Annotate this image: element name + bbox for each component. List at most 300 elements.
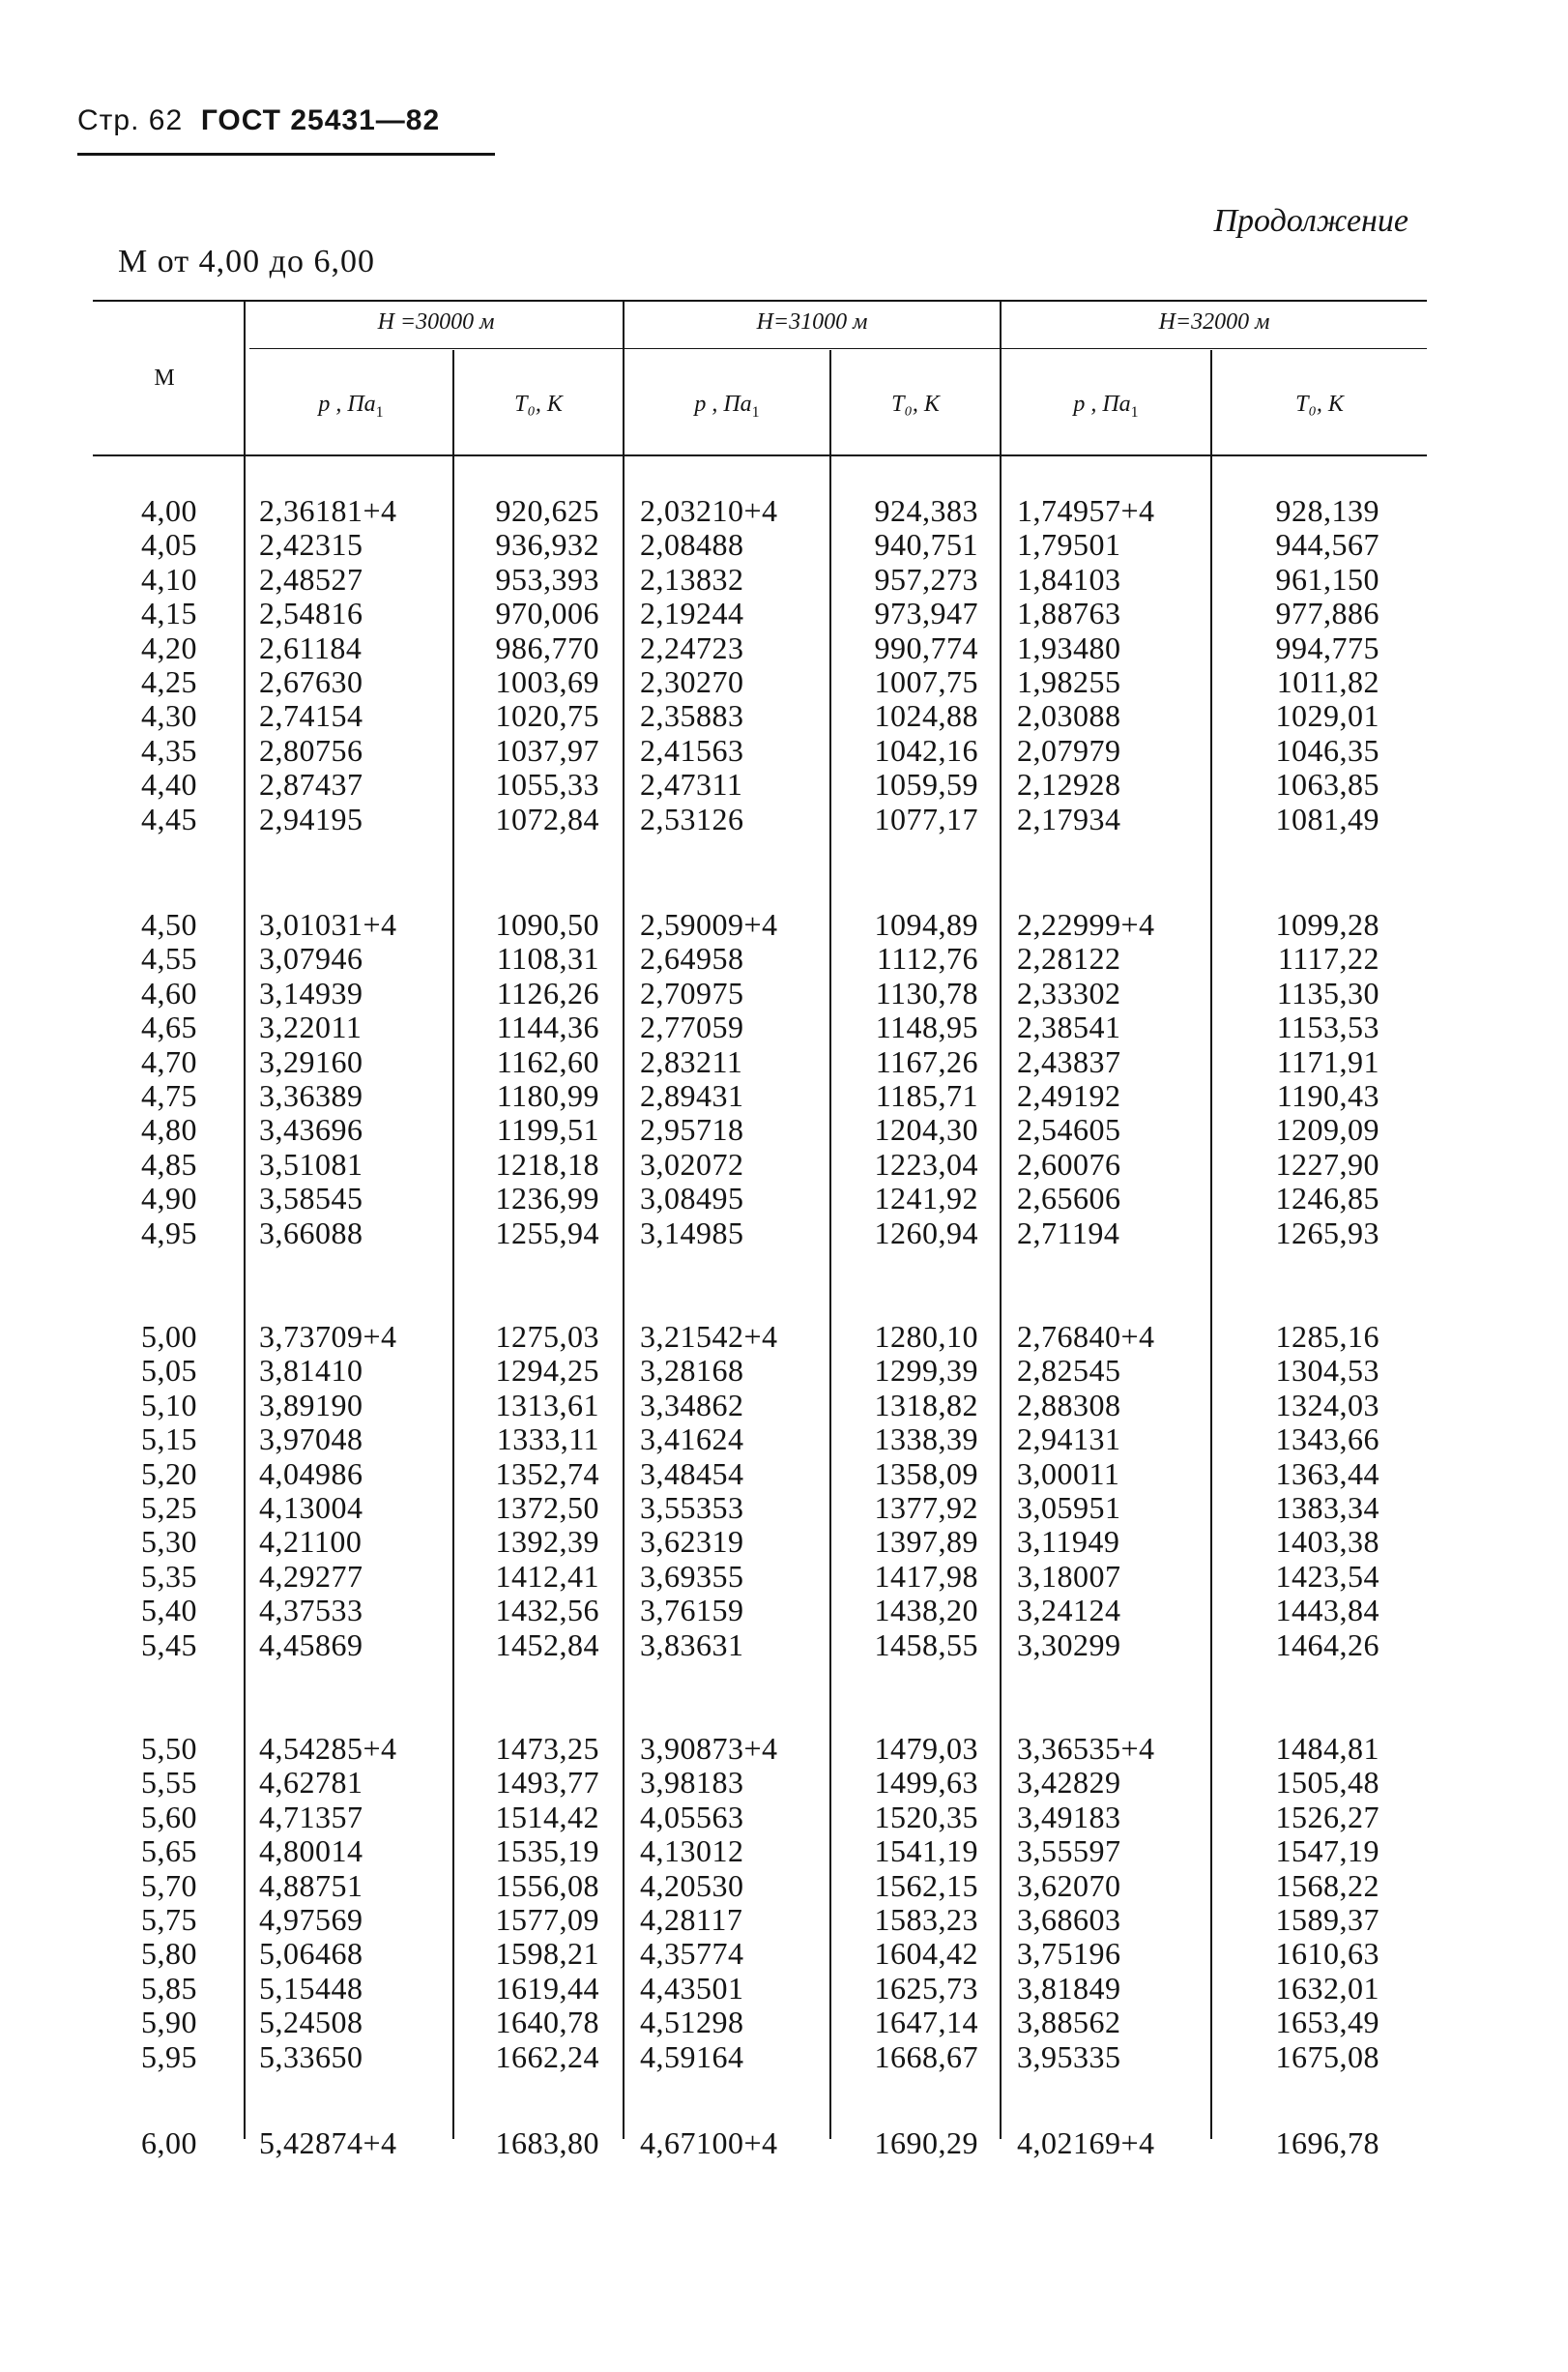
subheader-t-label: T₀, К xyxy=(514,392,563,417)
cell-pressure-31000: 3,14985 xyxy=(640,1215,744,1250)
cell-temperature-30000: 1432,56 xyxy=(495,1593,599,1628)
cell-temperature-32000: 1568,22 xyxy=(1275,1867,1379,1903)
cell-temperature-30000: 1333,11 xyxy=(496,1421,599,1457)
cell-mach: 5,40 xyxy=(141,1593,197,1628)
cell-temperature-31000: 1185,71 xyxy=(875,1078,978,1113)
cell-temperature-32000: 977,886 xyxy=(1275,596,1379,631)
cell-pressure-32000: 2,28122 xyxy=(1017,941,1121,977)
altitude-header-32000 xyxy=(1002,309,1427,336)
cell-temperature-32000: 1171,91 xyxy=(1276,1043,1379,1079)
cell-mach: 5,05 xyxy=(141,1353,197,1389)
cell-pressure-31000: 2,41563 xyxy=(640,732,744,768)
cell-pressure-30000: 2,48527 xyxy=(259,561,363,597)
continuation-label: Продолжение xyxy=(1213,203,1408,239)
cell-temperature-31000: 957,273 xyxy=(874,561,978,597)
cell-temperature-30000: 1392,39 xyxy=(495,1524,599,1560)
cell-pressure-31000: 2,19244 xyxy=(640,596,744,631)
cell-pressure-32000: 2,12928 xyxy=(1017,767,1121,803)
subheader-p-label: p , Па xyxy=(318,392,376,417)
cell-temperature-31000: 940,751 xyxy=(874,527,978,563)
cell-pressure-32000: 1,79501 xyxy=(1017,527,1121,563)
cell-pressure-31000: 2,77059 xyxy=(640,1010,744,1045)
cell-pressure-31000: 3,83631 xyxy=(640,1626,744,1662)
cell-temperature-31000: 1499,63 xyxy=(874,1765,978,1801)
cell-temperature-32000: 1632,01 xyxy=(1275,1970,1379,2006)
cell-temperature-32000: 1443,84 xyxy=(1275,1593,1379,1628)
cell-temperature-32000: 1526,27 xyxy=(1275,1799,1379,1834)
cell-pressure-32000: 3,24124 xyxy=(1017,1593,1121,1628)
subheader-p-index: 1 xyxy=(751,403,760,421)
cell-temperature-31000: 1583,23 xyxy=(874,1902,978,1937)
cell-pressure-32000: 2,43837 xyxy=(1017,1043,1121,1079)
cell-temperature-32000: 1135,30 xyxy=(1276,975,1379,1010)
cell-temperature-31000: 1397,89 xyxy=(874,1524,978,1560)
cell-temperature-31000: 1479,03 xyxy=(874,1731,978,1766)
cell-pressure-32000: 2,17934 xyxy=(1017,801,1121,836)
cell-temperature-31000: 1318,82 xyxy=(874,1387,978,1422)
cell-pressure-31000: 3,34862 xyxy=(640,1387,744,1422)
cell-pressure-32000: 1,84103 xyxy=(1017,561,1121,597)
cell-temperature-32000: 1383,34 xyxy=(1275,1490,1379,1525)
cell-mach: 4,00 xyxy=(141,493,197,528)
cell-pressure-32000: 4,02169+4 xyxy=(1017,2125,1155,2160)
altitude-header-31000 xyxy=(624,309,1000,336)
subheader-t-31000 xyxy=(831,392,1000,418)
cell-temperature-32000: 1011,82 xyxy=(1276,664,1379,699)
cell-mach: 5,00 xyxy=(141,1319,197,1354)
cell-temperature-32000: 994,775 xyxy=(1275,630,1379,665)
cell-pressure-30000: 3,43696 xyxy=(259,1112,363,1148)
subheader-t-label: T₀, К xyxy=(891,392,940,417)
cell-pressure-30000: 3,51081 xyxy=(259,1146,363,1182)
cell-pressure-32000: 3,95335 xyxy=(1017,2038,1121,2074)
cell-mach: 4,85 xyxy=(141,1146,197,1182)
cell-temperature-31000: 1148,95 xyxy=(875,1010,978,1045)
cell-pressure-30000: 4,62781 xyxy=(259,1765,363,1801)
cell-pressure-31000: 2,59009+4 xyxy=(640,907,778,942)
cell-temperature-32000: 1153,53 xyxy=(1276,1010,1379,1045)
cell-mach: 4,90 xyxy=(141,1181,197,1216)
cell-pressure-32000: 3,62070 xyxy=(1017,1867,1121,1903)
cell-temperature-30000: 970,006 xyxy=(495,596,599,631)
cell-temperature-32000: 1589,37 xyxy=(1275,1902,1379,1937)
cell-pressure-32000: 3,88562 xyxy=(1017,2005,1121,2040)
cell-pressure-30000: 2,67630 xyxy=(259,664,363,699)
cell-pressure-30000: 4,37533 xyxy=(259,1593,363,1628)
cell-temperature-32000: 1403,38 xyxy=(1275,1524,1379,1560)
divider-32 xyxy=(1210,350,1212,2139)
cell-pressure-30000: 5,33650 xyxy=(259,2038,363,2074)
cell-temperature-30000: 1535,19 xyxy=(495,1833,599,1869)
cell-temperature-31000: 1647,14 xyxy=(874,2005,978,2040)
cell-pressure-32000: 2,22999+4 xyxy=(1017,907,1155,942)
cell-mach: 4,95 xyxy=(141,1215,197,1250)
cell-mach: 5,30 xyxy=(141,1524,197,1560)
cell-pressure-32000: 1,74957+4 xyxy=(1017,493,1155,528)
cell-pressure-32000: 2,65606 xyxy=(1017,1181,1121,1216)
cell-pressure-30000: 3,58545 xyxy=(259,1181,363,1216)
cell-pressure-30000: 5,24508 xyxy=(259,2005,363,2040)
cell-pressure-30000: 4,29277 xyxy=(259,1558,363,1594)
cell-temperature-30000: 1180,99 xyxy=(496,1078,599,1113)
cell-pressure-30000: 3,81410 xyxy=(259,1353,363,1389)
cell-pressure-32000: 3,30299 xyxy=(1017,1626,1121,1662)
cell-temperature-31000: 1204,30 xyxy=(874,1112,978,1148)
cell-mach: 5,70 xyxy=(141,1867,197,1903)
cell-pressure-32000: 1,98255 xyxy=(1017,664,1121,699)
cell-mach: 5,95 xyxy=(141,2038,197,2074)
divider-30 xyxy=(452,350,454,2139)
cell-pressure-31000: 2,03210+4 xyxy=(640,493,778,528)
cell-pressure-32000: 3,00011 xyxy=(1017,1455,1120,1491)
cell-temperature-31000: 1541,19 xyxy=(874,1833,978,1869)
cell-temperature-31000: 1223,04 xyxy=(874,1146,978,1182)
cell-mach: 5,85 xyxy=(141,1970,197,2006)
cell-temperature-30000: 1452,84 xyxy=(495,1626,599,1662)
cell-pressure-30000: 4,88751 xyxy=(259,1867,363,1903)
column-header-m: М xyxy=(154,366,175,391)
cell-pressure-30000: 4,45869 xyxy=(259,1626,363,1662)
cell-pressure-31000: 4,59164 xyxy=(640,2038,744,2074)
cell-temperature-30000: 1003,69 xyxy=(495,664,599,699)
cell-pressure-31000: 4,51298 xyxy=(640,2005,744,2040)
cell-pressure-30000: 3,66088 xyxy=(259,1215,363,1250)
cell-temperature-30000: 1126,26 xyxy=(496,975,599,1010)
cell-mach: 4,40 xyxy=(141,767,197,803)
subheader-p-label: p , Па xyxy=(1073,392,1131,417)
cell-temperature-32000: 1265,93 xyxy=(1275,1215,1379,1250)
cell-temperature-30000: 1236,99 xyxy=(495,1181,599,1216)
cell-pressure-30000: 3,01031+4 xyxy=(259,907,397,942)
cell-pressure-32000: 2,54605 xyxy=(1017,1112,1121,1148)
cell-pressure-30000: 2,61184 xyxy=(259,630,363,665)
cell-pressure-30000: 2,36181+4 xyxy=(259,493,397,528)
cell-pressure-32000: 3,36535+4 xyxy=(1017,1731,1155,1766)
cell-pressure-31000: 4,43501 xyxy=(640,1970,744,2006)
cell-pressure-32000: 2,49192 xyxy=(1017,1078,1121,1113)
subheader-p-index: 1 xyxy=(375,403,384,421)
cell-mach: 4,55 xyxy=(141,941,197,977)
cell-mach: 4,45 xyxy=(141,801,197,836)
divider-31-32 xyxy=(1000,302,1002,2139)
cell-mach: 5,45 xyxy=(141,1626,197,1662)
cell-pressure-31000: 3,69355 xyxy=(640,1558,744,1594)
standard-number: ГОСТ 25431—82 xyxy=(200,104,441,136)
cell-pressure-32000: 1,93480 xyxy=(1017,630,1121,665)
altitude-header-30000 xyxy=(249,309,623,336)
altitude-rule xyxy=(249,348,1427,349)
cell-pressure-30000: 4,21100 xyxy=(259,1524,363,1560)
cell-pressure-30000: 4,04986 xyxy=(259,1455,363,1491)
cell-pressure-30000: 4,13004 xyxy=(259,1490,363,1525)
cell-temperature-31000: 1604,42 xyxy=(874,1936,978,1972)
cell-mach: 4,70 xyxy=(141,1043,197,1079)
cell-temperature-31000: 1417,98 xyxy=(874,1558,978,1594)
cell-pressure-30000: 2,87437 xyxy=(259,767,363,803)
cell-pressure-30000: 3,97048 xyxy=(259,1421,363,1457)
cell-temperature-32000: 1464,26 xyxy=(1275,1626,1379,1662)
altitude-30000-label: H =30000 м xyxy=(377,309,495,335)
cell-temperature-32000: 1324,03 xyxy=(1275,1387,1379,1422)
cell-mach: 5,15 xyxy=(141,1421,197,1457)
cell-temperature-30000: 1090,50 xyxy=(495,907,599,942)
cell-temperature-30000: 1162,60 xyxy=(496,1043,599,1079)
cell-pressure-32000: 2,33302 xyxy=(1017,975,1121,1010)
cell-temperature-32000: 1081,49 xyxy=(1275,801,1379,836)
page-header xyxy=(77,104,440,137)
cell-temperature-30000: 1108,31 xyxy=(496,941,599,977)
cell-mach: 5,80 xyxy=(141,1936,197,1972)
cell-temperature-32000: 928,139 xyxy=(1275,493,1379,528)
cell-temperature-31000: 1458,55 xyxy=(874,1626,978,1662)
cell-mach: 4,65 xyxy=(141,1010,197,1045)
cell-mach: 4,50 xyxy=(141,907,197,942)
cell-temperature-31000: 1280,10 xyxy=(874,1319,978,1354)
cell-temperature-32000: 1190,43 xyxy=(1276,1078,1379,1113)
cell-pressure-31000: 2,70975 xyxy=(640,975,744,1010)
cell-temperature-32000: 1029,01 xyxy=(1275,698,1379,734)
cell-pressure-32000: 2,88308 xyxy=(1017,1387,1121,1422)
cell-pressure-32000: 3,11949 xyxy=(1017,1524,1120,1560)
cell-temperature-30000: 1037,97 xyxy=(495,732,599,768)
cell-temperature-31000: 1042,16 xyxy=(874,732,978,768)
cell-pressure-30000: 4,71357 xyxy=(259,1799,363,1834)
cell-mach: 4,75 xyxy=(141,1078,197,1113)
cell-pressure-31000: 2,89431 xyxy=(640,1078,744,1113)
cell-pressure-30000: 5,15448 xyxy=(259,1970,363,2006)
cell-pressure-32000: 3,05951 xyxy=(1017,1490,1121,1525)
cell-pressure-31000: 4,05563 xyxy=(640,1799,744,1834)
cell-pressure-31000: 3,76159 xyxy=(640,1593,744,1628)
subheader-p-label: p , Па xyxy=(694,392,752,417)
cell-pressure-32000: 3,68603 xyxy=(1017,1902,1121,1937)
cell-pressure-32000: 3,75196 xyxy=(1017,1936,1121,1972)
cell-temperature-31000: 1094,89 xyxy=(874,907,978,942)
divider-30-31 xyxy=(623,302,624,2139)
cell-pressure-31000: 2,83211 xyxy=(640,1043,743,1079)
cell-temperature-31000: 924,383 xyxy=(874,493,978,528)
cell-pressure-32000: 3,55597 xyxy=(1017,1833,1121,1869)
subheader-p-31000 xyxy=(624,392,829,422)
cell-pressure-32000: 3,49183 xyxy=(1017,1799,1121,1834)
cell-pressure-31000: 3,98183 xyxy=(640,1765,744,1801)
cell-temperature-30000: 1199,51 xyxy=(496,1112,599,1148)
cell-pressure-32000: 2,71194 xyxy=(1017,1215,1120,1250)
cell-pressure-30000: 2,42315 xyxy=(259,527,363,563)
cell-temperature-32000: 944,567 xyxy=(1275,527,1379,563)
cell-temperature-32000: 1653,49 xyxy=(1275,2005,1379,2040)
cell-temperature-30000: 1020,75 xyxy=(495,698,599,734)
cell-temperature-30000: 1294,25 xyxy=(495,1353,599,1389)
cell-mach: 5,90 xyxy=(141,2005,197,2040)
divider-31 xyxy=(829,350,831,2139)
cell-pressure-32000: 3,81849 xyxy=(1017,1970,1121,2006)
cell-pressure-30000: 3,89190 xyxy=(259,1387,363,1422)
cell-pressure-30000: 5,06468 xyxy=(259,1936,363,1972)
cell-pressure-32000: 2,82545 xyxy=(1017,1353,1121,1389)
cell-temperature-30000: 1514,42 xyxy=(495,1799,599,1834)
subheader-p-30000 xyxy=(249,392,452,422)
cell-temperature-30000: 1640,78 xyxy=(495,2005,599,2040)
cell-temperature-32000: 1343,66 xyxy=(1275,1421,1379,1457)
cell-temperature-30000: 986,770 xyxy=(495,630,599,665)
cell-temperature-32000: 1063,85 xyxy=(1275,767,1379,803)
cell-pressure-31000: 3,08495 xyxy=(640,1181,744,1216)
cell-temperature-31000: 1377,92 xyxy=(874,1490,978,1525)
cell-temperature-32000: 1246,85 xyxy=(1275,1181,1379,1216)
cell-temperature-31000: 1167,26 xyxy=(875,1043,978,1079)
cell-mach: 5,10 xyxy=(141,1387,197,1422)
cell-pressure-32000: 2,60076 xyxy=(1017,1146,1121,1182)
cell-pressure-30000: 4,97569 xyxy=(259,1902,363,1937)
cell-temperature-30000: 1493,77 xyxy=(495,1765,599,1801)
cell-pressure-32000: 2,03088 xyxy=(1017,698,1121,734)
header-rule xyxy=(77,153,495,156)
cell-temperature-30000: 1683,80 xyxy=(495,2125,599,2160)
cell-mach: 4,25 xyxy=(141,664,197,699)
cell-temperature-31000: 1059,59 xyxy=(874,767,978,803)
altitude-32000-label: H=32000 м xyxy=(1158,309,1270,335)
cell-pressure-30000: 3,73709+4 xyxy=(259,1319,397,1354)
cell-pressure-31000: 3,28168 xyxy=(640,1353,744,1389)
cell-temperature-32000: 1099,28 xyxy=(1275,907,1379,942)
cell-temperature-32000: 1505,48 xyxy=(1275,1765,1379,1801)
cell-pressure-31000: 3,55353 xyxy=(640,1490,744,1525)
cell-temperature-31000: 1241,92 xyxy=(874,1181,978,1216)
cell-temperature-30000: 1255,94 xyxy=(495,1215,599,1250)
cell-temperature-31000: 1358,09 xyxy=(874,1455,978,1491)
cell-temperature-32000: 1117,22 xyxy=(1277,941,1379,977)
cell-mach: 5,65 xyxy=(141,1833,197,1869)
divider-m xyxy=(244,302,246,2139)
cell-temperature-30000: 1619,44 xyxy=(495,1970,599,2006)
cell-mach: 4,10 xyxy=(141,561,197,597)
cell-temperature-31000: 1007,75 xyxy=(874,664,978,699)
cell-temperature-31000: 990,774 xyxy=(874,630,978,665)
cell-mach: 5,35 xyxy=(141,1558,197,1594)
cell-temperature-31000: 1338,39 xyxy=(874,1421,978,1457)
cell-temperature-30000: 1313,61 xyxy=(495,1387,599,1422)
cell-pressure-30000: 2,80756 xyxy=(259,732,363,768)
cell-pressure-30000: 2,74154 xyxy=(259,698,363,734)
cell-pressure-31000: 2,35883 xyxy=(640,698,744,734)
page-number: Стр. 62 xyxy=(77,104,184,136)
cell-pressure-32000: 2,07979 xyxy=(1017,732,1121,768)
subheader-p-index: 1 xyxy=(1130,403,1139,421)
cell-temperature-30000: 1473,25 xyxy=(495,1731,599,1766)
cell-mach: 5,75 xyxy=(141,1902,197,1937)
cell-pressure-31000: 3,02072 xyxy=(640,1146,744,1182)
cell-pressure-31000: 4,28117 xyxy=(640,1902,743,1937)
cell-temperature-32000: 1675,08 xyxy=(1275,2038,1379,2074)
cell-pressure-31000: 2,30270 xyxy=(640,664,744,699)
cell-pressure-31000: 4,67100+4 xyxy=(640,2125,778,2160)
cell-temperature-31000: 1668,67 xyxy=(874,2038,978,2074)
cell-temperature-31000: 1024,88 xyxy=(874,698,978,734)
cell-pressure-31000: 2,13832 xyxy=(640,561,744,597)
cell-temperature-32000: 1285,16 xyxy=(1275,1319,1379,1354)
cell-pressure-31000: 3,62319 xyxy=(640,1524,744,1560)
cell-temperature-30000: 1144,36 xyxy=(496,1010,599,1045)
cell-temperature-31000: 1130,78 xyxy=(875,975,978,1010)
cell-temperature-31000: 1625,73 xyxy=(874,1970,978,2006)
cell-pressure-32000: 2,76840+4 xyxy=(1017,1319,1155,1354)
cell-mach: 4,15 xyxy=(141,596,197,631)
altitude-31000-label: H=31000 м xyxy=(756,309,868,335)
subheader-p-32000 xyxy=(1002,392,1210,422)
cell-pressure-31000: 2,53126 xyxy=(640,801,744,836)
cell-temperature-30000: 953,393 xyxy=(495,561,599,597)
cell-temperature-32000: 1304,53 xyxy=(1275,1353,1379,1389)
cell-pressure-32000: 3,18007 xyxy=(1017,1558,1121,1594)
header-bottom-rule xyxy=(93,454,1427,456)
cell-pressure-31000: 4,20530 xyxy=(640,1867,744,1903)
table-top-rule xyxy=(93,300,1427,302)
cell-pressure-31000: 2,24723 xyxy=(640,630,744,665)
cell-pressure-32000: 1,88763 xyxy=(1017,596,1121,631)
cell-temperature-30000: 1412,41 xyxy=(495,1558,599,1594)
cell-temperature-31000: 973,947 xyxy=(874,596,978,631)
cell-pressure-30000: 2,54816 xyxy=(259,596,363,631)
cell-temperature-31000: 1260,94 xyxy=(874,1215,978,1250)
cell-pressure-31000: 3,41624 xyxy=(640,1421,744,1457)
cell-pressure-30000: 3,22011 xyxy=(259,1010,363,1045)
cell-pressure-31000: 2,64958 xyxy=(640,941,744,977)
cell-temperature-31000: 1077,17 xyxy=(874,801,978,836)
cell-mach: 5,50 xyxy=(141,1731,197,1766)
cell-mach: 4,20 xyxy=(141,630,197,665)
cell-pressure-31000: 2,47311 xyxy=(640,767,743,803)
cell-temperature-32000: 1209,09 xyxy=(1275,1112,1379,1148)
cell-temperature-30000: 936,932 xyxy=(495,527,599,563)
cell-temperature-32000: 1547,19 xyxy=(1275,1833,1379,1869)
cell-pressure-32000: 2,38541 xyxy=(1017,1010,1121,1045)
cell-temperature-32000: 1696,78 xyxy=(1275,2125,1379,2160)
cell-mach: 4,30 xyxy=(141,698,197,734)
cell-temperature-30000: 1662,24 xyxy=(495,2038,599,2074)
cell-mach: 6,00 xyxy=(141,2125,197,2160)
cell-temperature-30000: 1055,33 xyxy=(495,767,599,803)
cell-temperature-30000: 1556,08 xyxy=(495,1867,599,1903)
cell-temperature-30000: 1372,50 xyxy=(495,1490,599,1525)
cell-mach: 5,55 xyxy=(141,1765,197,1801)
cell-pressure-30000: 3,14939 xyxy=(259,975,363,1010)
cell-temperature-32000: 961,150 xyxy=(1275,561,1379,597)
subheader-t-32000 xyxy=(1212,392,1427,418)
cell-pressure-30000: 5,42874+4 xyxy=(259,2125,397,2160)
subheader-t-30000 xyxy=(454,392,623,418)
cell-temperature-30000: 1072,84 xyxy=(495,801,599,836)
cell-temperature-30000: 1218,18 xyxy=(495,1146,599,1182)
cell-temperature-31000: 1112,76 xyxy=(876,941,978,977)
cell-temperature-30000: 1352,74 xyxy=(495,1455,599,1491)
cell-temperature-32000: 1610,63 xyxy=(1275,1936,1379,1972)
cell-temperature-32000: 1046,35 xyxy=(1275,732,1379,768)
cell-pressure-30000: 4,80014 xyxy=(259,1833,363,1869)
cell-temperature-32000: 1363,44 xyxy=(1275,1455,1379,1491)
cell-temperature-31000: 1690,29 xyxy=(874,2125,978,2160)
cell-pressure-32000: 2,94131 xyxy=(1017,1421,1121,1457)
cell-temperature-32000: 1423,54 xyxy=(1275,1558,1379,1594)
cell-temperature-30000: 1275,03 xyxy=(495,1319,599,1354)
cell-pressure-31000: 2,95718 xyxy=(640,1112,744,1148)
cell-mach: 4,60 xyxy=(141,975,197,1010)
cell-pressure-30000: 3,36389 xyxy=(259,1078,363,1113)
cell-pressure-31000: 3,90873+4 xyxy=(640,1731,778,1766)
cell-temperature-32000: 1484,81 xyxy=(1275,1731,1379,1766)
cell-temperature-30000: 1577,09 xyxy=(495,1902,599,1937)
cell-temperature-32000: 1227,90 xyxy=(1275,1146,1379,1182)
